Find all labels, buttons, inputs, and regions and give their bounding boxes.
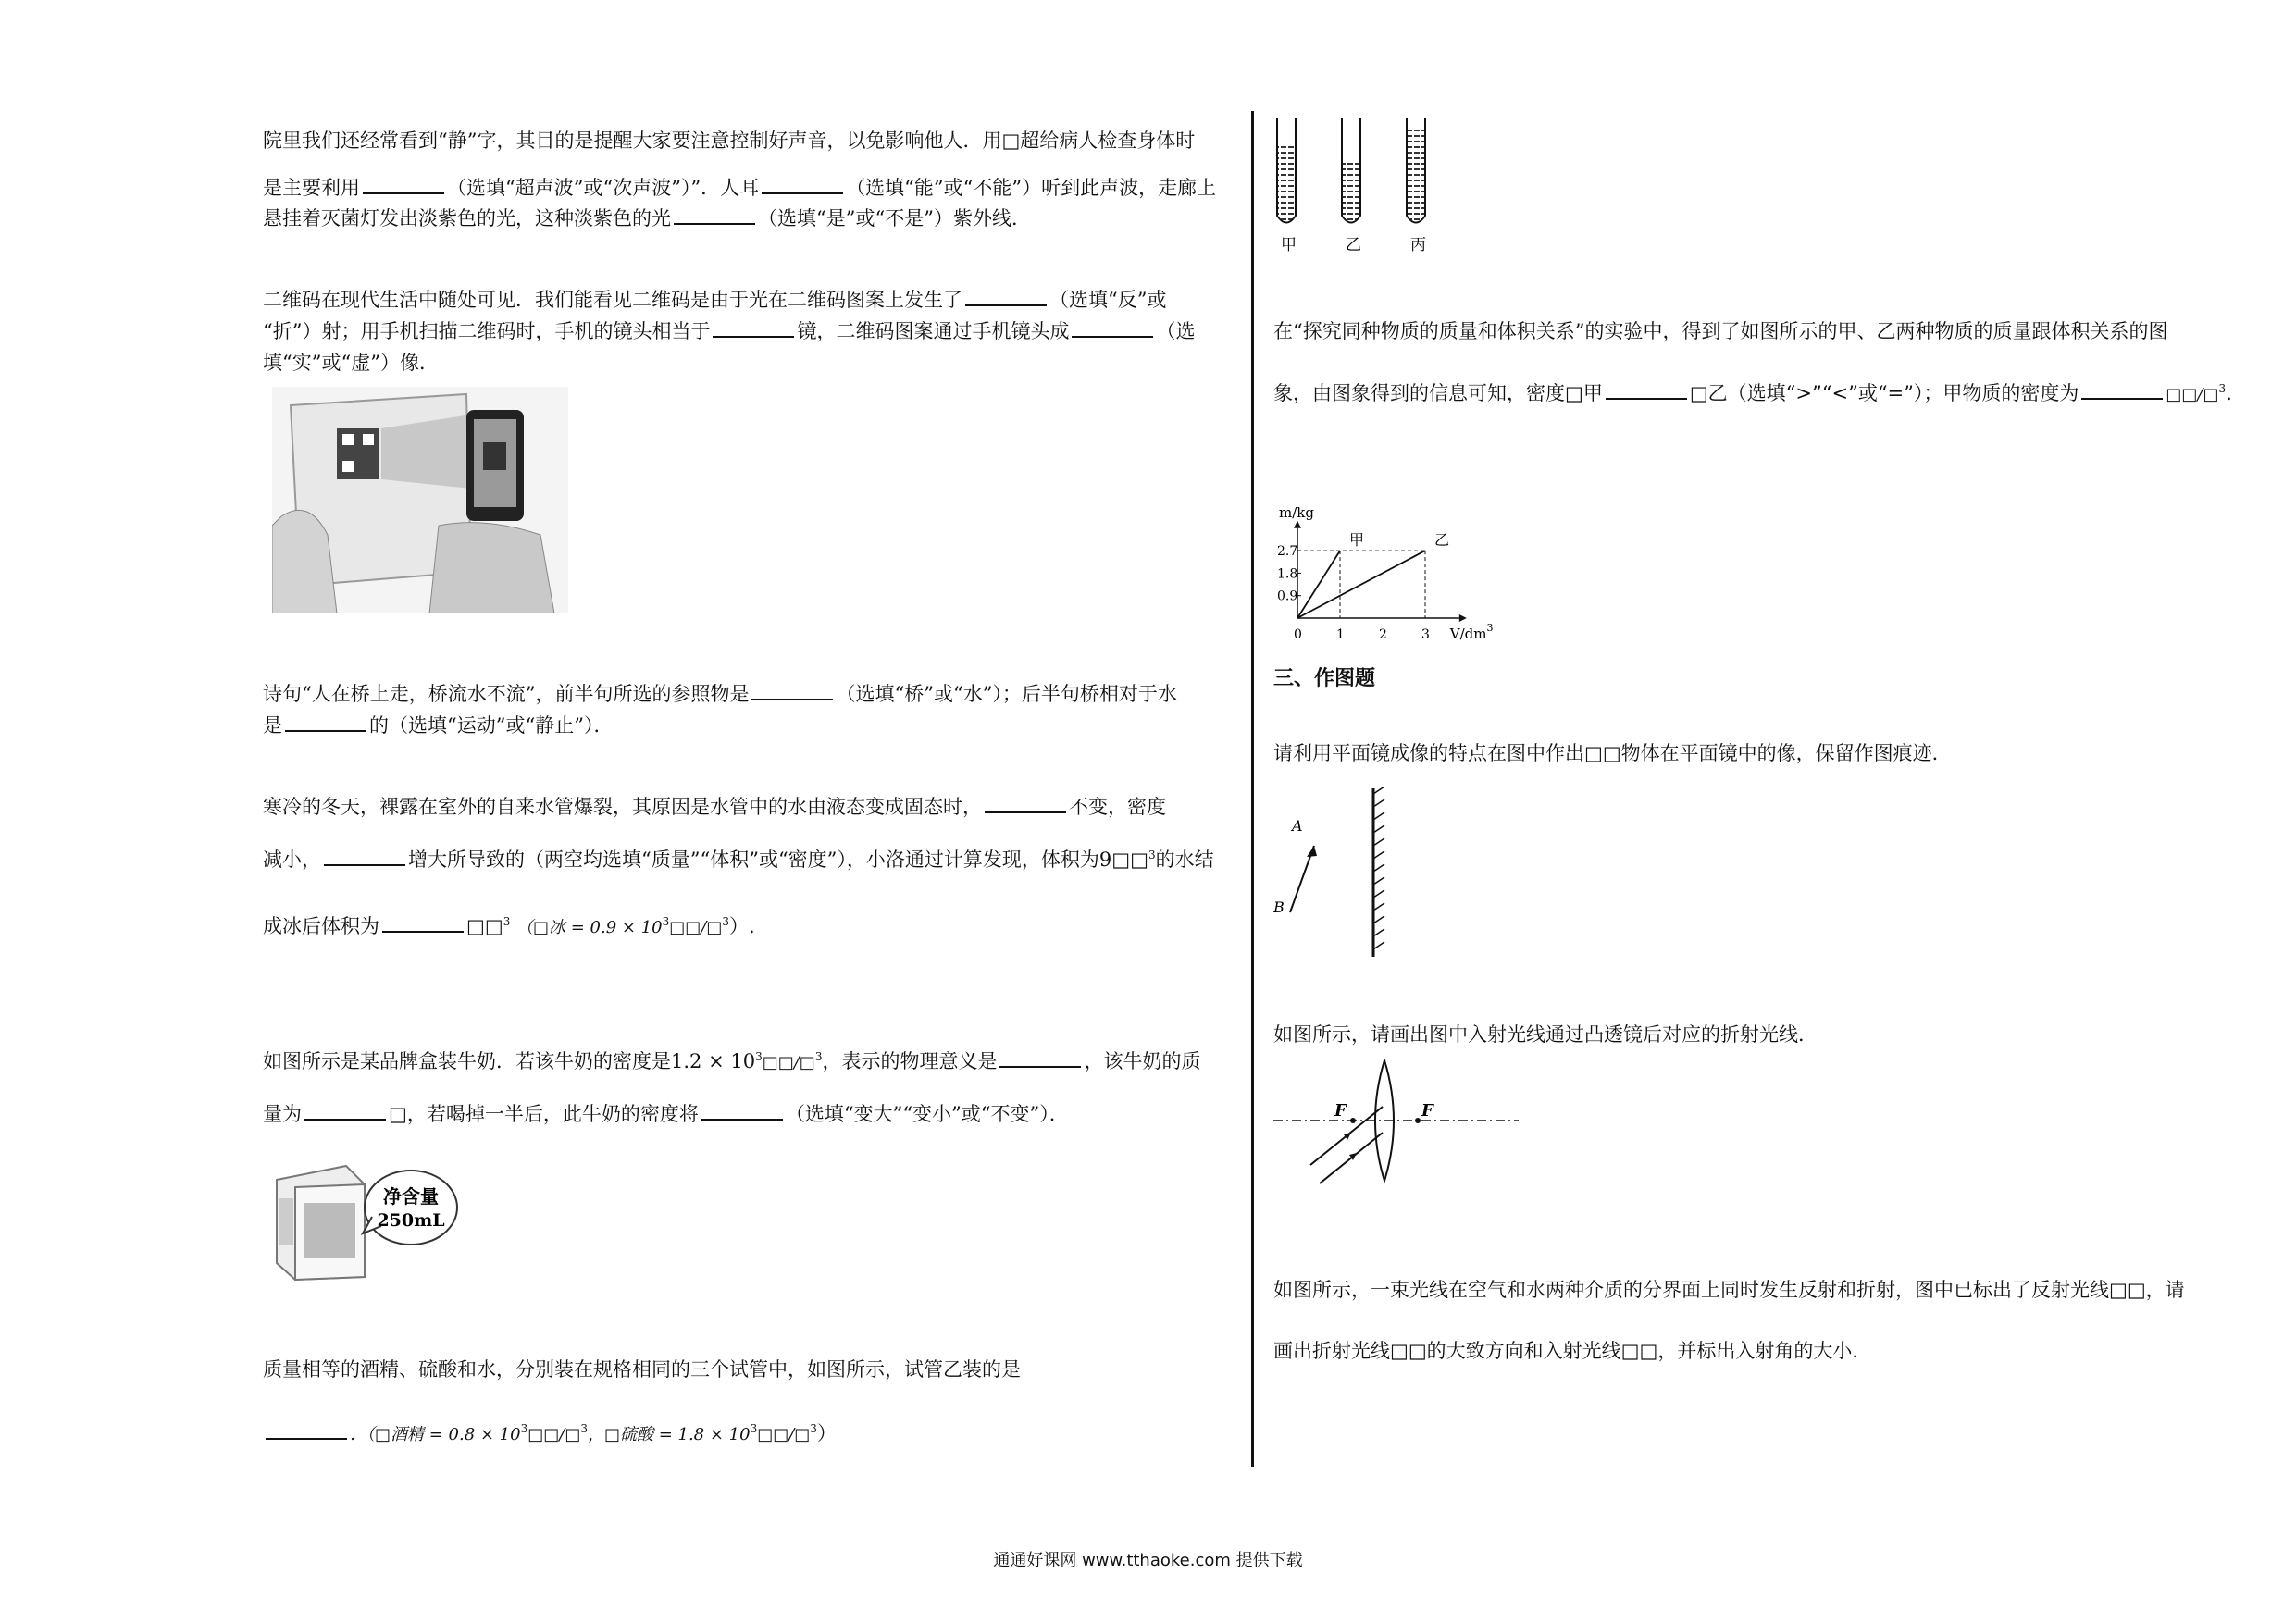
answer-blank[interactable] xyxy=(1606,381,1687,400)
q-density-line2: 象，由图象得到的信息可知，密度□甲 □乙（选填“>”“<”或“=”）；甲物质的密度为 □□/□$^3$. xyxy=(1273,382,2232,404)
text: 画出折射光线□□的大致方向和入射光线□□，并标出入射角的大小． xyxy=(1273,1340,1872,1362)
answer-blank[interactable] xyxy=(324,848,405,866)
text: 镜，二维码图案通过手机镜头成 xyxy=(797,320,1070,342)
milk-carton-image xyxy=(272,1161,466,1282)
tube-label-yi: 乙 xyxy=(1346,236,1361,254)
footer: 通通好课网 www.tthaoke.com 提供下载 xyxy=(993,1551,1303,1570)
q-ice-line2: 减小， 增大所导致的（两空均选填“质量”“体积”或“密度”），小洛通过计算发现，体积为9□□$^3$的水结 xyxy=(263,849,1214,871)
answer-blank[interactable] xyxy=(2081,381,2163,400)
text: 的水结 xyxy=(1155,849,1214,871)
text: □乙（选填“>”“<”或“=”）；甲物质的密度为 xyxy=(1689,382,2079,404)
text: （选填“是”或“不是”）紫外线． xyxy=(758,207,1031,229)
answer-blank[interactable] xyxy=(713,319,794,338)
text: 如图所示，一束光线在空气和水两种介质的分界面上同时发生反射和折射，图中已标出了反射光线□□，请 xyxy=(1273,1279,2185,1301)
x-tick-label-3: 3 xyxy=(1421,627,1430,642)
tube-jia xyxy=(1277,118,1296,223)
answer-blank[interactable] xyxy=(965,288,1047,306)
series-line-乙 xyxy=(1297,551,1425,618)
text: 增大所导致的（两空均选填“质量”“体积”或“密度”），小洛通过计算发现，体积为9□□ xyxy=(408,849,1148,871)
answer-blank[interactable] xyxy=(266,1421,347,1440)
q-tubes-line2: ．（□酒精 = $0.8 \times 10^3□□/□^3$，□硫酸 = $1.8 \times 10^3□□/□^3$） xyxy=(263,1416,837,1448)
q-milk-line2 xyxy=(263,1101,1069,1127)
mirror-hatching xyxy=(1373,787,1384,949)
answer-blank[interactable] xyxy=(363,176,444,194)
phone-scan-qr-image xyxy=(272,387,568,613)
formula: ，□硫酸 = 1.8 × 10 xyxy=(587,1425,751,1444)
answer-blank[interactable] xyxy=(762,176,843,194)
tube-yi xyxy=(1342,118,1360,223)
focus-point-right xyxy=(1415,1118,1421,1123)
text: 请利用平面镜成像的特点在图中作出□□物体在平面镜中的像，保留作图痕迹． xyxy=(1273,742,1952,764)
q-sound-line1 xyxy=(263,128,1195,154)
tube-bing xyxy=(1407,118,1425,223)
x-axis-arrow xyxy=(1459,614,1467,622)
answer-blank[interactable] xyxy=(985,795,1066,813)
formula-unit: □□/□ xyxy=(2166,385,2219,404)
text: 二维码在现代生活中随处可见．我们能看见二维码是由于光在二维码图案上发生了 xyxy=(263,289,962,311)
q-qrcode-line1 xyxy=(263,287,1166,313)
focus-label-right: F xyxy=(1421,1101,1433,1121)
q-milk-line1: 如图所示是某品牌盒装牛奶．若该牛奶的密度是$1.2 \times 10^3□□/□^3$，表示的物理意义是 ，该牛奶的质 xyxy=(263,1050,1201,1072)
text: 的（选填“运动”或“静止”）． xyxy=(369,714,614,737)
series-label-甲: 甲 xyxy=(1349,531,1365,550)
q-water-line2 xyxy=(1273,1338,1871,1364)
column-divider xyxy=(1251,111,1254,1467)
text: 量为 xyxy=(263,1103,302,1125)
incident-ray-2 xyxy=(1320,1133,1383,1183)
arrow-head xyxy=(1307,846,1317,857)
label-a: A xyxy=(1292,817,1303,835)
text: “折”）射；用手机扫描二维码时，手机的镜头相当于 xyxy=(263,320,711,342)
text: （选填“能”或“不能”）听到此声波，走廊上 xyxy=(846,177,1217,199)
y-axis-label: m/kg xyxy=(1279,503,1314,521)
text: （选 xyxy=(1156,320,1196,342)
q-qrcode-line3 xyxy=(263,350,439,376)
text: 是 xyxy=(263,714,282,737)
q-water-line1 xyxy=(1273,1277,2185,1303)
tube-label-bing: 丙 xyxy=(1410,236,1426,254)
focus-point-left xyxy=(1350,1118,1356,1123)
tube-label-jia: 甲 xyxy=(1281,236,1297,254)
series-甲 xyxy=(1297,531,1364,618)
y-tick-label-0.9: 0.9 xyxy=(1277,588,1298,604)
text: （选填“变大”“变小”或“不变”）． xyxy=(785,1103,1069,1125)
plane-mirror-figure xyxy=(1273,785,1412,960)
text: 如图所示是某品牌盒装牛奶．若该牛奶的密度是1.2 × 10 xyxy=(263,1050,756,1072)
text: （选填“桥”或“水”）；后半句桥相对于水 xyxy=(836,683,1177,705)
formula: （□冰 = 0.9 × 10 xyxy=(516,918,663,937)
text: ）. xyxy=(728,915,755,937)
y-tick-label-1.8: 1.8 xyxy=(1277,566,1298,582)
answer-blank[interactable] xyxy=(304,1102,386,1121)
section-title: 三、作图题 xyxy=(1273,667,1376,690)
chart-tick-labels xyxy=(1277,544,1430,642)
series-label-乙: 乙 xyxy=(1434,531,1450,550)
q-poem-line1 xyxy=(263,681,1177,707)
text: ，表示的物理意义是 xyxy=(822,1050,998,1072)
x-tick-label-1: 1 xyxy=(1336,627,1345,642)
text: 质量相等的酒精、硫酸和水，分别装在规格相同的三个试管中，如图所示，试管乙装的是 xyxy=(263,1358,1021,1381)
y-tick-label-2.7: 2.7 xyxy=(1277,544,1298,560)
formula-unit: □□/□ xyxy=(762,1053,815,1072)
series-line-甲 xyxy=(1297,551,1340,618)
text: 不变，密度 xyxy=(1069,796,1166,818)
q-mirror-line1 xyxy=(1273,740,1952,766)
answer-blank[interactable] xyxy=(382,914,464,933)
answer-blank[interactable] xyxy=(285,713,366,732)
y-axis-arrow xyxy=(1294,521,1301,528)
q-tubes-line1 xyxy=(263,1357,1021,1382)
convex-lens-figure xyxy=(1273,1059,1523,1188)
text: 如图所示，请画出图中入射光线通过凸透镜后对应的折射光线． xyxy=(1273,1023,1818,1046)
text: □，若喝掉一半后，此牛奶的密度将 xyxy=(389,1103,699,1125)
x-tick-label-2: 2 xyxy=(1379,627,1387,642)
formula: ．（□酒精 = 0.8 × 10 xyxy=(350,1425,521,1444)
text: . xyxy=(2226,382,2232,404)
answer-blank[interactable] xyxy=(701,1102,783,1121)
answer-blank[interactable] xyxy=(674,206,755,225)
text: 是主要利用 xyxy=(263,177,360,199)
text: ，该牛奶的质 xyxy=(1084,1050,1201,1072)
x-axis-label: $V/dm^3$ xyxy=(1449,622,1494,642)
text: （选填“反”或 xyxy=(1049,289,1167,311)
text: 院里我们还经常看到“静”字，其目的是提醒大家要注意控制好声音，以免影响他人．用□超给病人检查身体时 xyxy=(263,130,1196,152)
q-ice-line3: 成冰后体积为 □□$^3$ （□冰 = $0.9 \times 10^3□□/□^3$）. xyxy=(263,915,755,937)
text: （选填“超声波”或“次声波”）”．人耳 xyxy=(447,177,760,199)
answer-blank[interactable] xyxy=(751,682,833,700)
text: □□ xyxy=(466,915,503,937)
text: 填“实”或“虚”）像． xyxy=(263,352,439,374)
carton-label-2: 250mL xyxy=(377,1210,445,1231)
mass-volume-chart xyxy=(1273,435,1523,652)
q-sound-line3 xyxy=(263,205,1031,231)
label-b: B xyxy=(1273,898,1285,916)
answer-blank[interactable] xyxy=(1072,319,1153,338)
text: 成冰后体积为 xyxy=(263,915,379,937)
chart-series xyxy=(1297,531,1449,618)
q-density-line1 xyxy=(1273,318,2167,344)
answer-blank[interactable] xyxy=(999,1049,1081,1068)
text: 悬挂着灭菌灯发出淡紫色的光，这种淡紫色的光 xyxy=(263,207,671,229)
text: 减小， xyxy=(263,849,321,871)
q-sound-line2 xyxy=(263,175,1216,201)
carton-label-1: 净含量 xyxy=(383,1185,439,1208)
test-tubes-figure xyxy=(1273,118,1440,257)
q-ice-line1 xyxy=(263,794,1166,820)
q-qrcode-line2 xyxy=(263,318,1195,344)
text: 在“探究同种物质的质量和体积关系”的实验中，得到了如图所示的甲、乙两种物质的质量跟体积关系的图 xyxy=(1273,320,2168,342)
x-tick-label-0: 0 xyxy=(1294,627,1302,642)
q-poem-line2 xyxy=(263,712,613,738)
text: 寒冷的冬天，裸露在室外的自来水管爆裂，其原因是水管中的水由液态变成固态时， xyxy=(263,796,982,818)
formula-unit: □□/□ xyxy=(527,1425,581,1444)
formula-unit: □□/□ xyxy=(757,1425,811,1444)
formula-unit: □□/□ xyxy=(669,918,723,937)
focus-label-left: F xyxy=(1334,1101,1347,1121)
q-lens-line1 xyxy=(1273,1022,1818,1047)
text: ） xyxy=(816,1422,837,1444)
text: 象，由图象得到的信息可知，密度□甲 xyxy=(1273,382,1603,404)
series-乙 xyxy=(1297,531,1449,618)
text: 诗句“人在桥上走，桥流水不流”，前半句所选的参照物是 xyxy=(263,683,750,705)
